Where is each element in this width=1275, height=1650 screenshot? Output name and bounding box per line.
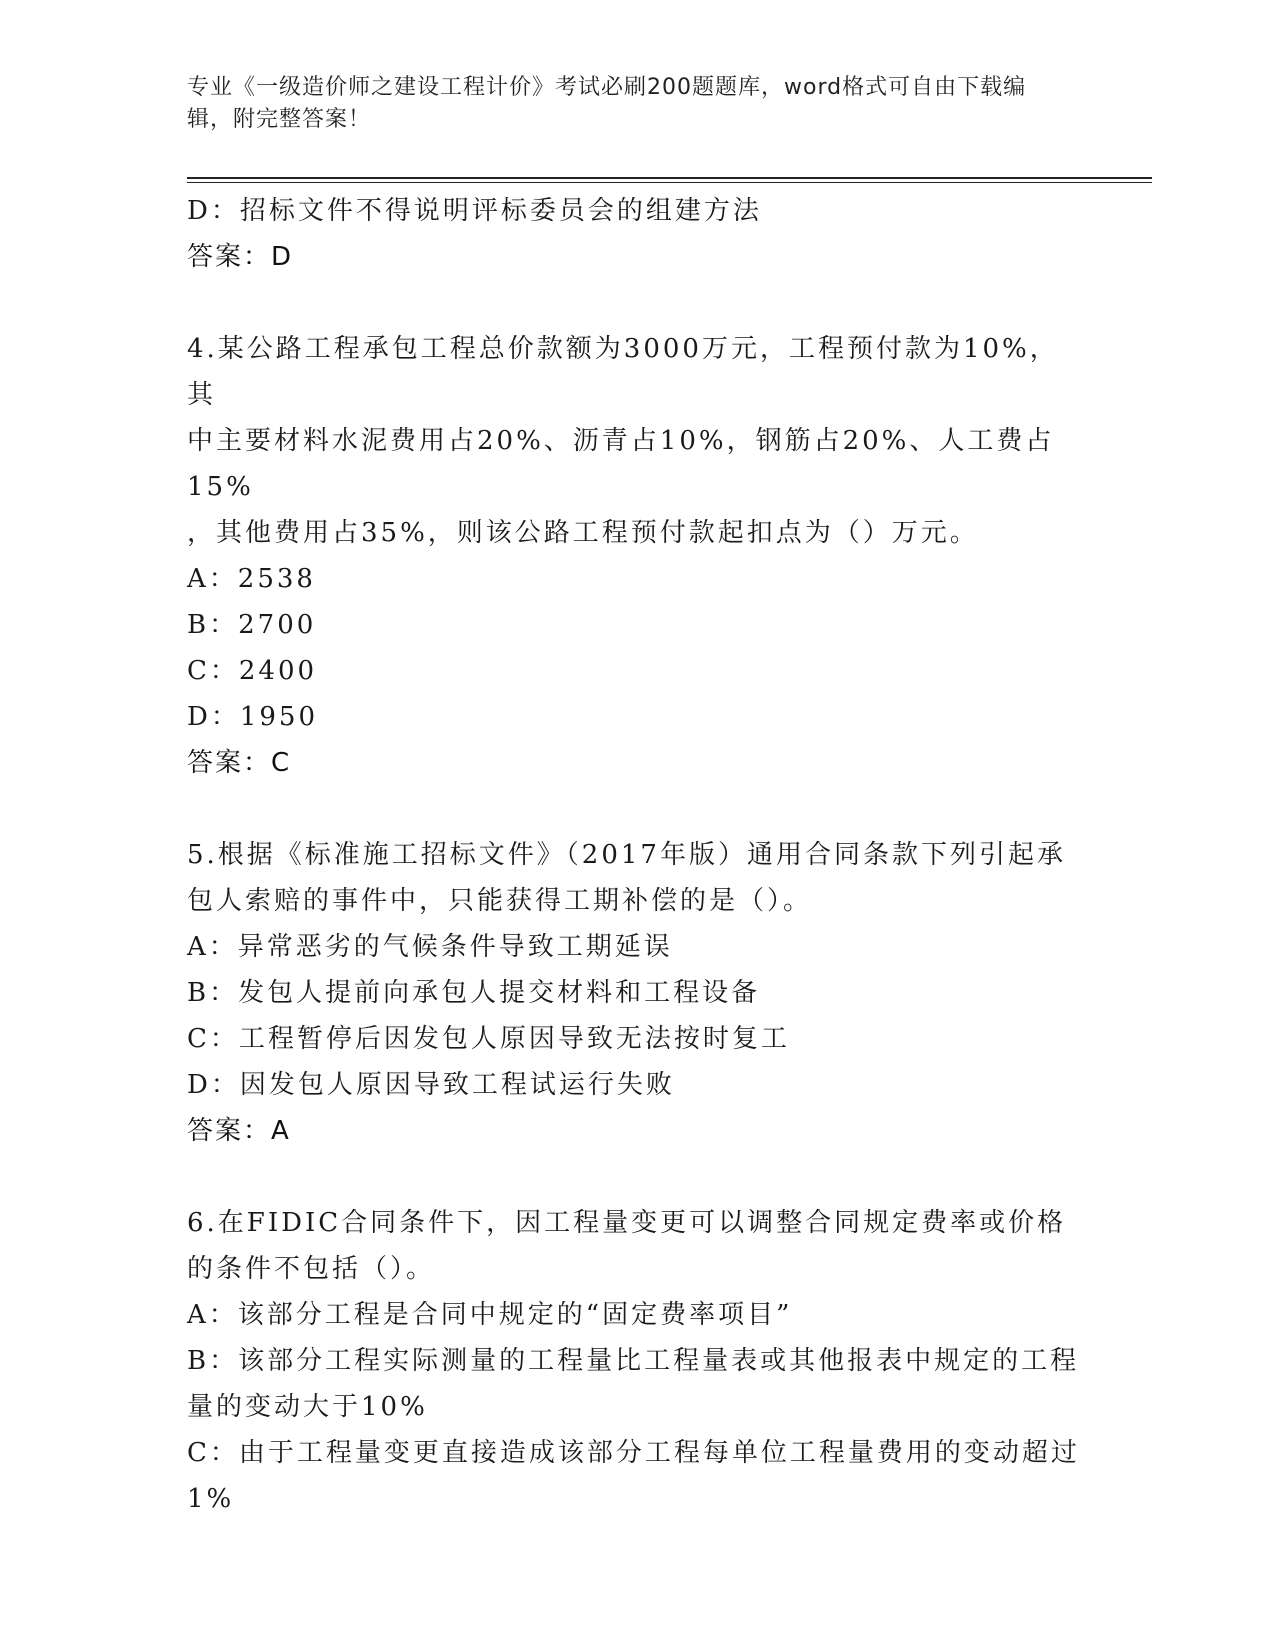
header-divider-thin bbox=[187, 182, 1152, 183]
question-4 bbox=[187, 326, 1087, 786]
option-d: D：招标文件不得说明评标委员会的组建方法 bbox=[187, 196, 762, 226]
option-d: D：1950 bbox=[187, 702, 319, 732]
option-c-continued: 1% bbox=[187, 1484, 235, 1514]
spacer bbox=[187, 786, 1087, 832]
question-stem: 6.在FIDIC合同条件下，因工程量变更可以调整合同规定费率或价格 bbox=[187, 1208, 1067, 1238]
option-b: B：该部分工程实际测量的工程量比工程量表或其他报表中规定的工程 bbox=[187, 1346, 1080, 1376]
option-c: C：2400 bbox=[187, 656, 318, 686]
question-6 bbox=[187, 1200, 1087, 1522]
question-5 bbox=[187, 832, 1087, 1154]
option-a: A：2538 bbox=[187, 564, 316, 594]
answer-label: 答案：A bbox=[187, 1116, 291, 1146]
spacer bbox=[187, 280, 1087, 326]
option-b: B：2700 bbox=[187, 610, 317, 640]
answer-label: 答案：D bbox=[187, 242, 294, 272]
header-divider bbox=[187, 177, 1152, 179]
question-stem: 中主要材料水泥费用占20%、沥青占10%，钢筋占20%、人工费占15% bbox=[187, 426, 1055, 502]
option-c: C：工程暂停后因发包人原因导致无法按时复工 bbox=[187, 1024, 790, 1054]
answer-label: 答案：C bbox=[187, 748, 292, 778]
spacer bbox=[187, 1154, 1087, 1200]
document-body bbox=[187, 188, 1087, 1522]
option-c: C：由于工程量变更直接造成该部分工程每单位工程量费用的变动超过 bbox=[187, 1438, 1080, 1468]
option-a: A：该部分工程是合同中规定的“固定费率项目” bbox=[187, 1300, 793, 1330]
option-b-continued: 量的变动大于10% bbox=[187, 1392, 428, 1422]
question-stem: 包人索赔的事件中，只能获得工期补偿的是（）。 bbox=[187, 886, 813, 916]
question-stem: 5.根据《标准施工招标文件》（2017年版）通用合同条款下列引起承 bbox=[187, 840, 1066, 870]
option-a: A：异常恶劣的气候条件导致工期延误 bbox=[187, 932, 673, 962]
page-header: 专业《一级造价师之建设工程计价》考试必刷200题题库，word格式可自由下载编辑，附完整答案！ bbox=[187, 75, 1027, 132]
option-d: D：因发包人原因导致工程试运行失败 bbox=[187, 1070, 675, 1100]
question-stem: ，其他费用占35%，则该公路工程预付款起扣点为（）万元。 bbox=[187, 518, 979, 548]
question-block-prev bbox=[187, 188, 1087, 280]
option-b: B：发包人提前向承包人提交材料和工程设备 bbox=[187, 978, 761, 1008]
question-stem: 4.某公路工程承包工程总价款额为3000万元，工程预付款为10%，其 bbox=[187, 334, 1059, 410]
question-stem: 的条件不包括（）。 bbox=[187, 1254, 436, 1284]
